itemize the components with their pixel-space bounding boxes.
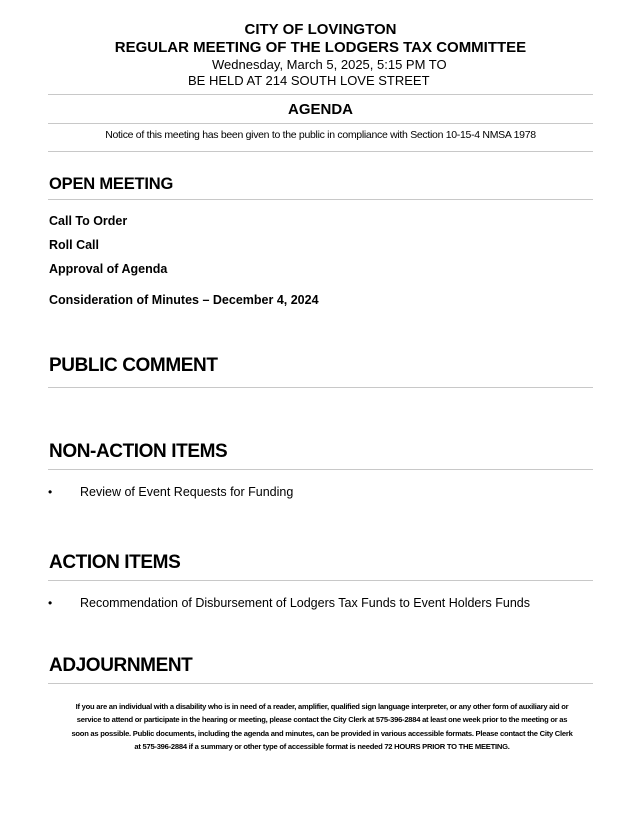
divider: [48, 199, 593, 200]
divider: [48, 469, 593, 470]
divider: [48, 387, 593, 388]
divider: [48, 151, 593, 152]
divider: [48, 683, 593, 684]
agenda-item-minutes: Consideration of Minutes – December 4, 2024: [49, 293, 319, 307]
non-action-heading: NON-ACTION ITEMS: [49, 441, 228, 462]
action-item: Recommendation of Disbursement of Lodgers Tax Funds to Event Holders Funds: [80, 596, 530, 610]
bullet: •: [48, 485, 53, 499]
agenda-item-call-to-order: Call To Order: [49, 214, 128, 228]
meeting-title: REGULAR MEETING OF THE LODGERS TAX COMMITTEE: [114, 39, 527, 56]
footer-line: at 575-396-2884 if a summary or other type of accessible format is needed 72 HOURS PRIOR TO THE MEETING.: [134, 741, 510, 751]
adjournment-heading: ADJOURNMENT: [49, 655, 193, 676]
footer-line: If you are an individual with a disability who is in need of a reader, amplifier, qualified sign language interpreter, or any other form of auxiliary aid or: [75, 702, 569, 711]
bullet: •: [48, 596, 53, 610]
divider: [48, 580, 593, 581]
meeting-date: Wednesday, March 5, 2025, 5:15 PM TO: [212, 57, 447, 72]
meeting-location: BE HELD AT 214 SOUTH LOVE STREET: [188, 73, 430, 88]
non-action-item: Review of Event Requests for Funding: [80, 485, 294, 499]
city-name: CITY OF LOVINGTON: [244, 21, 397, 38]
agenda-item-approval: Approval of Agenda: [49, 262, 168, 276]
open-meeting-heading: OPEN MEETING: [49, 175, 174, 193]
footer-line: soon as possible. Public documents, including the agenda and minutes, can be provided in various accessible formats. Please contact the City Clerk: [71, 728, 573, 738]
accessibility-notice: [52, 700, 592, 753]
divider: [48, 123, 593, 124]
footer-line: service to attend or participate in the hearing or meeting, please contact the City Clerk at 575-396-2884 at least one week prior to the meeting or as: [76, 715, 568, 725]
public-comment-heading: PUBLIC COMMENT: [49, 355, 218, 376]
agenda-title: AGENDA: [287, 101, 353, 118]
public-notice: Notice of this meeting has been given to the public in compliance with Section 10-15-4 NMSA 1978: [105, 129, 536, 141]
divider: [48, 94, 593, 95]
agenda-item-roll-call: Roll Call: [49, 238, 100, 252]
action-heading: ACTION ITEMS: [49, 552, 181, 573]
